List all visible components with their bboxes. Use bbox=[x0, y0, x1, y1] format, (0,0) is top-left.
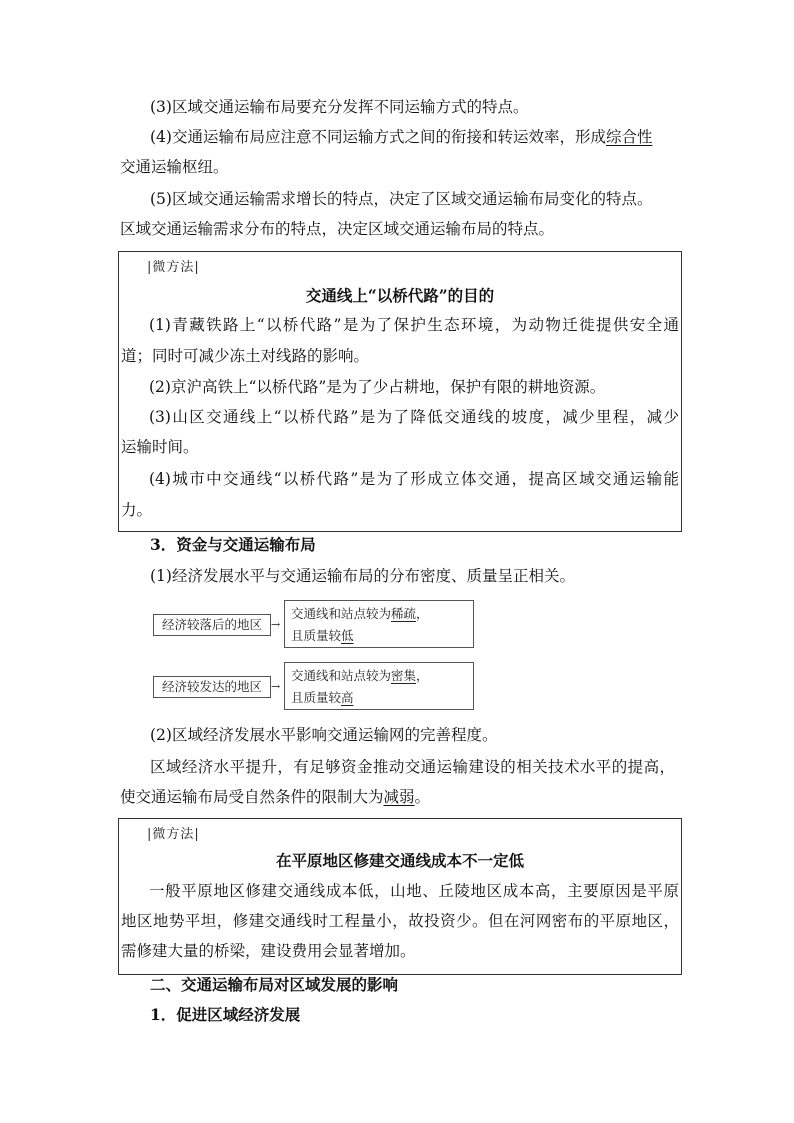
method-line-1a: (1)青藏铁路上“以桥代路”是为了保护生态环境，为动物迁徙提供安全通 bbox=[149, 316, 679, 334]
paragraph-5-line-2: 区域交通运输需求分布的特点，决定区域交通运输布局的特点。 bbox=[120, 220, 555, 238]
method-line-1b: 道；同时可减少冻土对线路的影响。 bbox=[121, 347, 370, 365]
diagram-text: 且质量较 bbox=[291, 628, 342, 643]
diagram-text: 且质量较 bbox=[291, 690, 342, 705]
paragraph-4-line-2: 交通运输枢纽。 bbox=[120, 158, 229, 176]
method-line-4a: (4)城市中交通线“以桥代路”是为了形成立体交通，提高区域交通运输能 bbox=[149, 470, 679, 488]
method-line-4b: 力。 bbox=[121, 501, 153, 519]
diagram-label-less-developed: 经济较落后的地区 bbox=[153, 614, 271, 636]
diagram-underlined: 密集 bbox=[391, 668, 417, 683]
diagram-punct: ， bbox=[416, 668, 429, 683]
diagram-underlined: 稀疏 bbox=[391, 606, 417, 621]
arrow-right-icon: → bbox=[271, 618, 281, 631]
paragraph-4-text: (4)交通运输布局应注意不同运输方式之间的衔接和转运效率，形成 bbox=[150, 128, 606, 146]
diagram-text: 交通线和站点较为 bbox=[291, 668, 392, 683]
paragraph-text: 使交通运输布局受自然条件的限制大为 bbox=[120, 788, 384, 806]
method-box-title: 交通线上“以桥代路”的目的 bbox=[305, 286, 495, 305]
paragraph-4-line-1 bbox=[150, 126, 652, 148]
diagram-underlined: 低 bbox=[341, 628, 354, 643]
diagram-result-sparse-line-1 bbox=[291, 603, 473, 625]
paragraph-5-line-1: (5)区域交通运输需求增长的特点，决定了区域交通运输布局变化的特点。 bbox=[150, 190, 653, 208]
method2-line-3: 需修建大量的桥梁，建设费用会显著增加。 bbox=[121, 942, 416, 960]
method-line-3b: 运输时间。 bbox=[121, 438, 199, 456]
paragraph-underlined-term: 减弱 bbox=[383, 788, 415, 806]
method-box-plain-cost bbox=[118, 818, 682, 975]
paragraph-4-underlined-term: 综合性 bbox=[605, 128, 653, 146]
part-2-subheading-1: 1．促进区域经济发展 bbox=[150, 1005, 301, 1024]
diagram-result-dense bbox=[284, 662, 474, 710]
method2-line-1: 一般平原地区修建交通线成本低，山地、丘陵地区成本高，主要原因是平原 bbox=[149, 882, 679, 900]
method2-line-2: 地区地势平坦，修建交通线时工程量小，故投资少。但在河网密布的平原地区， bbox=[121, 912, 679, 930]
diagram-result-dense-line-1 bbox=[291, 665, 473, 687]
diagram-result-sparse bbox=[284, 600, 474, 648]
section-3-paragraph-2: (2)区域经济发展水平影响交通运输网的完善程度。 bbox=[150, 726, 498, 744]
method-line-2: (2)京沪高铁上“以桥代路”是为了少占耕地，保护有限的耕地资源。 bbox=[149, 378, 606, 396]
method-box-title: 在平原地区修建交通线成本不一定低 bbox=[275, 851, 524, 870]
method-line-3a: (3)山区交通线上“以桥代路”是为了降低交通线的坡度，减少里程，减少 bbox=[149, 408, 679, 426]
method-box-bridge bbox=[118, 251, 682, 532]
diagram-underlined: 高 bbox=[341, 690, 354, 705]
diagram-result-sparse-line-2 bbox=[291, 625, 473, 647]
section-3-heading: 3．资金与交通运输布局 bbox=[150, 535, 316, 554]
section-3-paragraph-3-line-2 bbox=[120, 786, 430, 808]
method-tag: |微方法| bbox=[147, 827, 200, 842]
diagram-result-dense-line-2 bbox=[291, 687, 473, 709]
arrow-right-icon: → bbox=[271, 680, 281, 693]
diagram-punct: ， bbox=[416, 606, 429, 621]
section-3-paragraph-1: (1)经济发展水平与交通运输布局的分布密度、质量呈正相关。 bbox=[150, 567, 575, 585]
part-2-heading: 二、交通运输布局对区域发展的影响 bbox=[150, 975, 399, 994]
section-3-paragraph-3-line-1: 区域经济水平提升，有足够资金推动交通运输建设的相关技术水平的提高， bbox=[150, 758, 675, 776]
diagram-label-developed: 经济较发达的地区 bbox=[153, 676, 271, 698]
diagram-text: 交通线和站点较为 bbox=[291, 606, 392, 621]
method-tag: |微方法| bbox=[147, 260, 200, 275]
paragraph-3: (3)区域交通运输布局要充分发挥不同运输方式的特点。 bbox=[150, 98, 529, 116]
paragraph-punct: 。 bbox=[414, 788, 431, 806]
